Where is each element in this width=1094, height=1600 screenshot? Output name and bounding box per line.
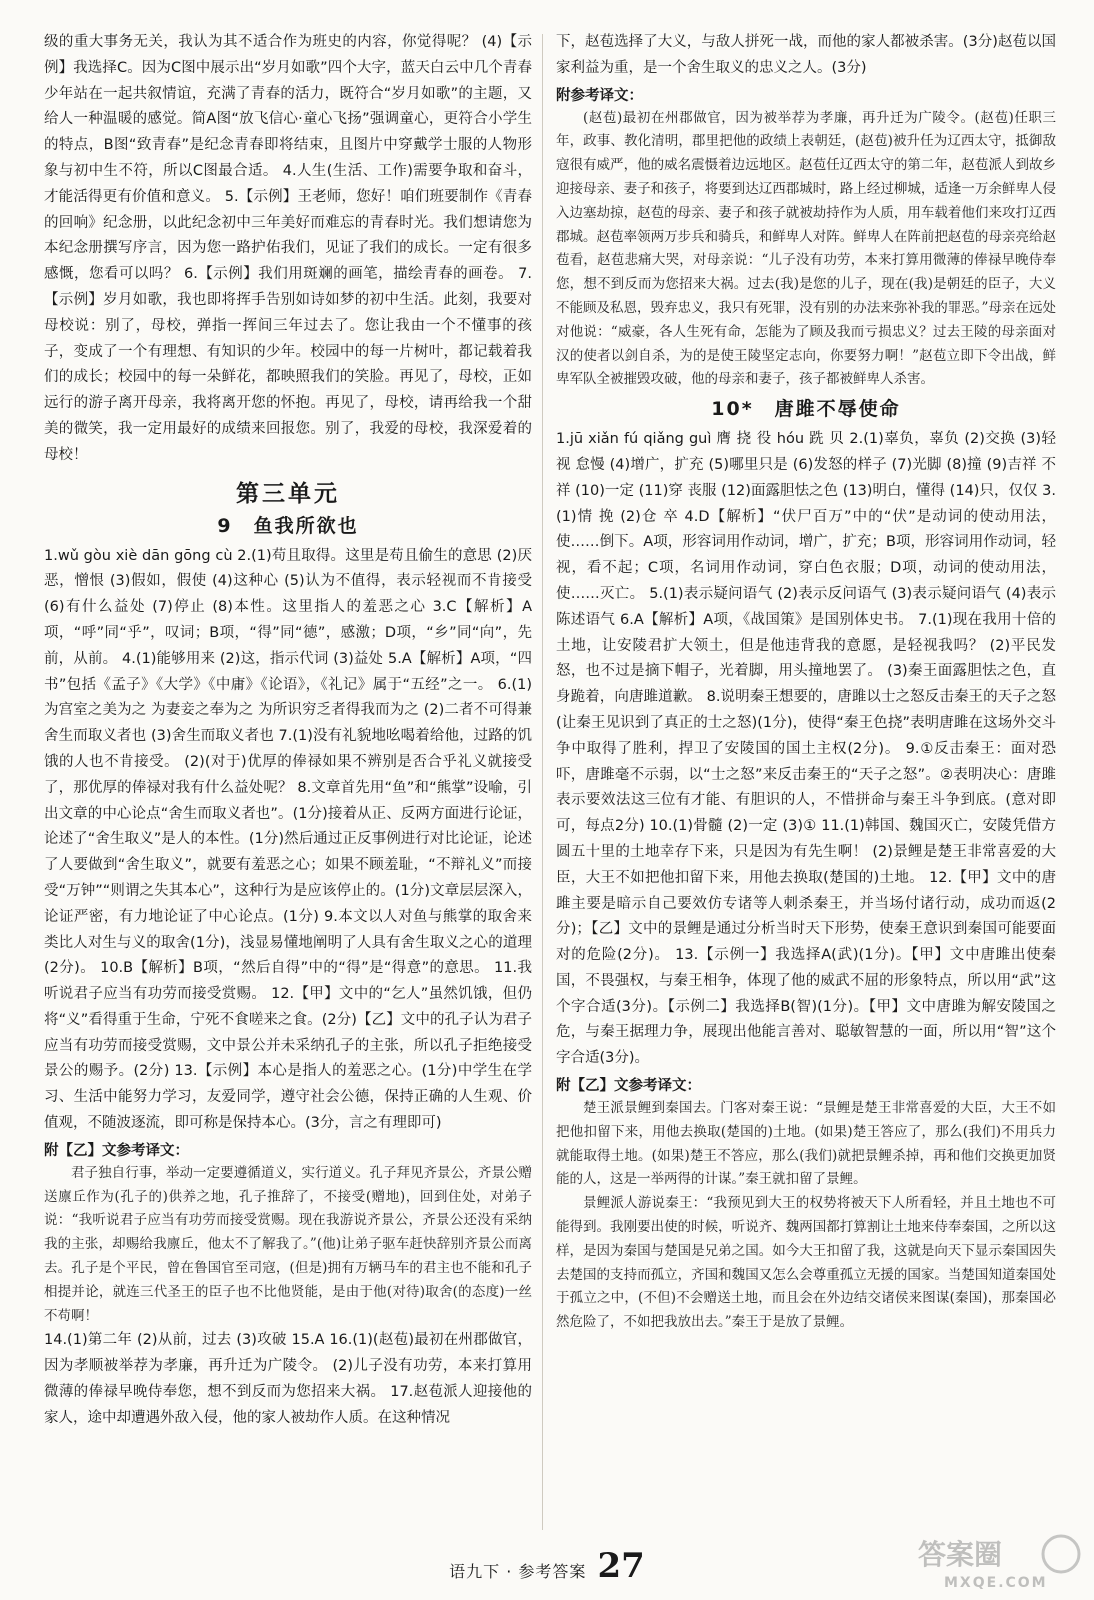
page-number: 27: [597, 1546, 645, 1586]
right-column: [556, 30, 1056, 1538]
lesson-title: 10* 唐雎不辱使命: [711, 398, 901, 421]
translation-paragraph: 君子独自行事，举动一定要遵循道义，实行道义。孔子拜见齐景公，齐景公赠送廪丘作为(孔子的)供养之地，孔子推辞了，不接受(赠地)，回到住处，对弟子说：“我听说君子应当有功劳而接受赏赐。现在我游说齐景公，齐景公还没有采纳我的主张，却赐给我廪丘，他太不了解我了。”(他)让弟子驱车赶快辞别齐景公而离去。孔子是个平民，曾在鲁国官至司寇，(但是)拥有万辆马车的君主也不能和孔子相提并论，就连三代圣王的臣子也不比他贤能，是由于他(对待)取舍(的态度)一丝不苟啊！: [44, 1164, 532, 1324]
answer-paragraph: 1.jū xiǎn fú qiǎng guì 膺 挠 役 hóu 跣 贝 2.(1)辜负，辜负 (2)交换 (3)轻视 怠慢 (4)增广，扩充 (5)哪里只是 (6)发怒的样子 (7)光脚 (8)撞 (9)吉祥 不祥 (10)一定 (11)穿 丧服 (12)面露胆怯之色 (13)明白，懂得 (14)只，仅仅 3.(1)情 挽 (2)仓 卒 4.D【解析】“伏尸百万”中的“伏”是动词的使动用法，使……倒下。A项，形容词用作动词，增广，扩充；B项，形容词用作动词，轻视，看不起；C项，名词用作动词，穿白色衣服；D项，动词的使动用法，使……灭亡。 5.(1)表示疑问语气 (2)表示反问语气 (3)表示疑问语气 (4)表示陈述语气 6.A【解析】A项，《战国策》是国别体史书。 7.(1)现在我用十倍的土地，让安陵君扩大领土，但是他违背我的意愿，是轻视我吗？ (2)平民发怒，也不过是摘下帽子，光着脚，用头撞地罢了。 (3)秦王面露胆怯之色，直身跪着，向唐雎道歉。 8.说明秦王想要的，唐雎以士之怒反击秦王的天子之怒(让秦王见识到了真正的士之怒)(1分)，使得“秦王色挠”表明唐雎在这场外交斗争中取得了胜利，捍卫了安陵国的国土主权(2分)。 9.①反击秦王：面对恐吓，唐雎毫不示弱，以“士之怒”来反击秦王的“天子之怒”。②表明决心：唐雎表示要效法这三位有才能、有胆识的人，不惜拼命与秦王斗争到底。(意对即可，每点2分) 10.(1)骨髓 (2)一定 (3)① 11.(1)韩国、魏国灭亡，安陵凭借方圆五十里的土地幸存下来，只是因为有先生啊！ (2)景鲤是楚王非常喜爱的大臣，大王不如把他扣留下来，用他去换取(楚国的)土地。 12.【甲】文中的唐雎主要是暗示自己要效仿专诸等人刺杀秦王，并当场付诸行动，成功而返(2分)；【乙】文中的景鲤是通过分析当时天下形势，使秦王意识到秦国可能要面对的危险(2分)。 13.【示例一】我选择A(武)(1分)。【甲】文中唐雎出使秦国，不畏强权，与秦王相争，体现了他的威武不屈的形象特点，所以用“武”这个字合适(3分)。【示例二】我选择B(智)(1分)。【甲】文中唐雎为解安陵国之危，与秦王据理力争，展现出他能言善对、聪敏智慧的一面，所以用“智”这个字合适(3分)。: [556, 431, 1056, 1067]
answer-paragraph: 下，赵苞选择了大义，与敌人拼死一战，而他的家人都被杀害。(3分)赵苞以国家利益为重，是一个舍生取义的忠义之人。(3分): [556, 34, 1056, 76]
translation-paragraph: 景鲤派人游说秦王：“我预见到大王的权势将被天下人所看轻，并且土地也不可能得到。我刚要出使的时候，听说齐、魏两国都打算割让土地来侍奉秦国，之所以这样，是因为秦国与楚国是兄弟之国。如今大王扣留了我，这就是向天下显示秦国因失去楚国的支持而孤立，齐国和魏国又怎么会尊重孤立无援的国家。当楚国知道秦国处于孤立之中，(不但)不会赠送土地，而且会在外边结交诸侯来图谋(秦国)，那秦国必然危险了，不如把我放出去。”秦王于是放了景鲤。: [556, 1195, 1056, 1331]
unit-title: 第三单元: [236, 480, 340, 507]
lesson-title: 9 鱼我所欲也: [217, 514, 359, 537]
translation-heading: 附参考译文：: [556, 87, 643, 104]
answer-paragraph: 14.(1)第二年 (2)从前，过去 (3)攻破 15.A 16.(1)(赵苞)最初在州郡做官，因为孝顺被举荐为孝廉，再升迁为广陵令。 (2)儿子没有功劳，本来打算用微薄的俸禄早晚侍奉您，想不到反而为您招来大祸。 17.赵苞派人迎接他的家人，途中却遭遇外敌入侵，他的家人被劫作人质。在这种情况: [44, 1332, 532, 1426]
translation-paragraph: (赵苞)最初在州郡做官，因为被举荐为孝廉，再升迁为广陵令。(赵苞)任职三年，政事、教化清明，郡里把他的政绩上表朝廷，(赵苞)被升任为辽西太守，抵御敌寇很有威严，他的威名震慑着边远地区。赵苞任辽西太守的第二年，赵苞派人到故乡迎接母亲、妻子和孩子，将要到达辽西郡城时，路上经过柳城，适逢一万余鲜卑人侵入边塞劫掠，赵苞的母亲、妻子和孩子就被劫持作为人质，用车载着他们来攻打辽西郡城。赵苞率领两万步兵和骑兵，和鲜卑人对阵。鲜卑人在阵前把赵苞的母亲亮给赵苞看，赵苞悲痛大哭，对母亲说：“儿子没有功劳，本来打算用微薄的俸禄早晚侍奉您，想不到反而为您招来大祸。过去(我)是您的儿子，现在(我)是朝廷的臣子，大义不能顾及私恩，毁弃忠义，我只有死罪，没有别的办法来弥补我的罪恶。”母亲在远处对他说：“威豪，各人生死有命，怎能为了顾及我而亏损忠义？过去王陵的母亲面对汉的使者以剑自杀，为的是使王陵坚定志向，你要努力啊！”赵苞立即下令出战，鲜卑军队全被摧毁攻破，他的母亲和妻子，孩子都被鲜卑人杀害。: [556, 109, 1056, 388]
left-column: [44, 30, 532, 1538]
answer-paragraph: 级的重大事务无关，我认为其不适合作为班史的内容，你觉得呢？ (4)【示例】我选择C。因为C图中展示出“岁月如歌”四个大字，蓝天白云中几个青春少年站在一起共叙情谊，充满了青春的活力，既符合“岁月如歌”的主题，又给人一种温暖的感觉。简A图“放飞信心·童心飞扬”强调童心，更符合小学生的特点，B图“致青春”是纪念青春即将结束，且图片中穿戴学士服的人物形象与初中生不符，所以C图最合适。 4.人生(生活、工作)需要争取和奋斗，才能活得更有价值和意义。 5.【示例】王老师，您好！咱们班要制作《青春的回响》纪念册，以此纪念初中三年美好而难忘的青春时光。我们想请您为本纪念册撰写序言，因为您一路护佑我们，见证了我们的成长。一定有很多感慨，您看可以吗？ 6.【示例】我们用斑斓的画笔，描绘青春的画卷。 7.【示例】岁月如歌，我也即将挥手告别如诗如梦的初中生活。此刻，我要对母校说：别了，母校，弹指一挥间三年过去了。您让我由一个不懂事的孩子，变成了一个有理想、有知识的少年。校园中的每一片树叶，都记载着我们的成长；校园中的每一朵鲜花，都映照我们的笑脸。再见了，母校，正如远行的游子离开母亲，我将离开您的怀抱。再见了，母校，请再给我一个甜美的微笑，我一定用最好的成绩来回报您。别了，我爱的母校，我深爱着的母校！: [44, 34, 532, 463]
translation-heading: 附【乙】文参考译文：: [44, 1142, 189, 1159]
watermark-url: MXQE.COM: [944, 1575, 1048, 1591]
answer-paragraph: 1.wǔ gòu xiè dān gōng cù 2.(1)苟且取得。这里是苟且偷生的意思 (2)厌恶，憎恨 (3)假如，假使 (4)这种心 (5)认为不值得，表示轻视而不肯接受 (6)有什么益处 (7)停止 (8)本性。这里指人的羞恶之心 3.C【解析】A项，“呼”同“乎”，叹词；B项，“得”同“德”，感激；D项，“乡”同“向”，先前，从前。 4.(1)能够用来 (2)这，指示代词 (3)益处 5.A【解析】A项，“四书”包括《孟子》《大学》《中庸》《论语》，《礼记》属于“五经”之一。 6.(1)为宫室之美为之 为妻妾之奉为之 为所识穷乏者得我而为之 (2)二者不可得兼 舍生而取义者也 (3)舍生而取义者也 7.(1)没有礼貌地吆喝着给他，过路的饥饿的人也不肯接受。 (2)(对于)优厚的俸禄如果不辨别是否合乎礼义就接受了，那优厚的俸禄对我有什么益处呢？ 8.文章首先用“鱼”和“熊掌”设喻，引出文章的中心论点“舍生而取义者也”。(1分)接着从正、反两方面进行论证，论述了“舍生取义”是人的本性。(1分)然后通过正反事例进行对比论证，论述了人要做到“舍生取义”，就要有羞恶之心；如果不顾羞耻，“不辩礼义”而接受“万钟”“则谓之失其本心”，这种行为是应该停止的。(1分)文章层层深入，论证严密，有力地论证了中心论点。(1分) 9.本文以人对鱼与熊掌的取舍来类比人对生与义的取舍(1分)，浅显易懂地阐明了人具有舍生取义之心的道理(2分)。 10.B【解析】B项，“然后自得”中的“得”是“得意”的意思。 11.我听说君子应当有功劳而接受赏赐。 12.【甲】文中的“乞人”虽然饥饿，但仍将“义”看得重于生命，宁死不食嗟来之食。(2分)【乙】文中的孔子认为君子应当有功劳而接受赏赐，文中景公并未采纳孔子的主张，所以孔子拒绝接受景公的赐予。(2分) 13.【示例】本心是指人的羞恶之心。(1分)中学生在学习、生活中能努力学习，友爱同学，遵守社会公德，保持正确的人生观、价值观，不随波逐流，即可称是保持本心。(3分，言之有理即可): [44, 547, 532, 1132]
watermark-logo: [914, 1530, 1084, 1592]
watermark-text: 答案圈: [918, 1538, 1003, 1571]
watermark-circle: [1043, 1536, 1079, 1572]
column-divider: [542, 34, 543, 1530]
translation-heading: 附【乙】文参考译文：: [556, 1078, 701, 1095]
footer-label: 语九下 · 参考答案: [449, 1562, 587, 1581]
translation-paragraph: 楚王派景鲤到秦国去。门客对秦王说：“景鲤是楚王非常喜爱的大臣，大王不如把他扣留下来，用他去换取(楚国的)土地。(如果)楚王答应了，那么(我们)不用兵力就能取得土地。(如果)楚王不答应，那么(我们)就把景鲤杀掉，再和他们交换更加贤能的人，这是一举两得的计谋。”秦王就扣留了景鲤。: [556, 1100, 1056, 1188]
